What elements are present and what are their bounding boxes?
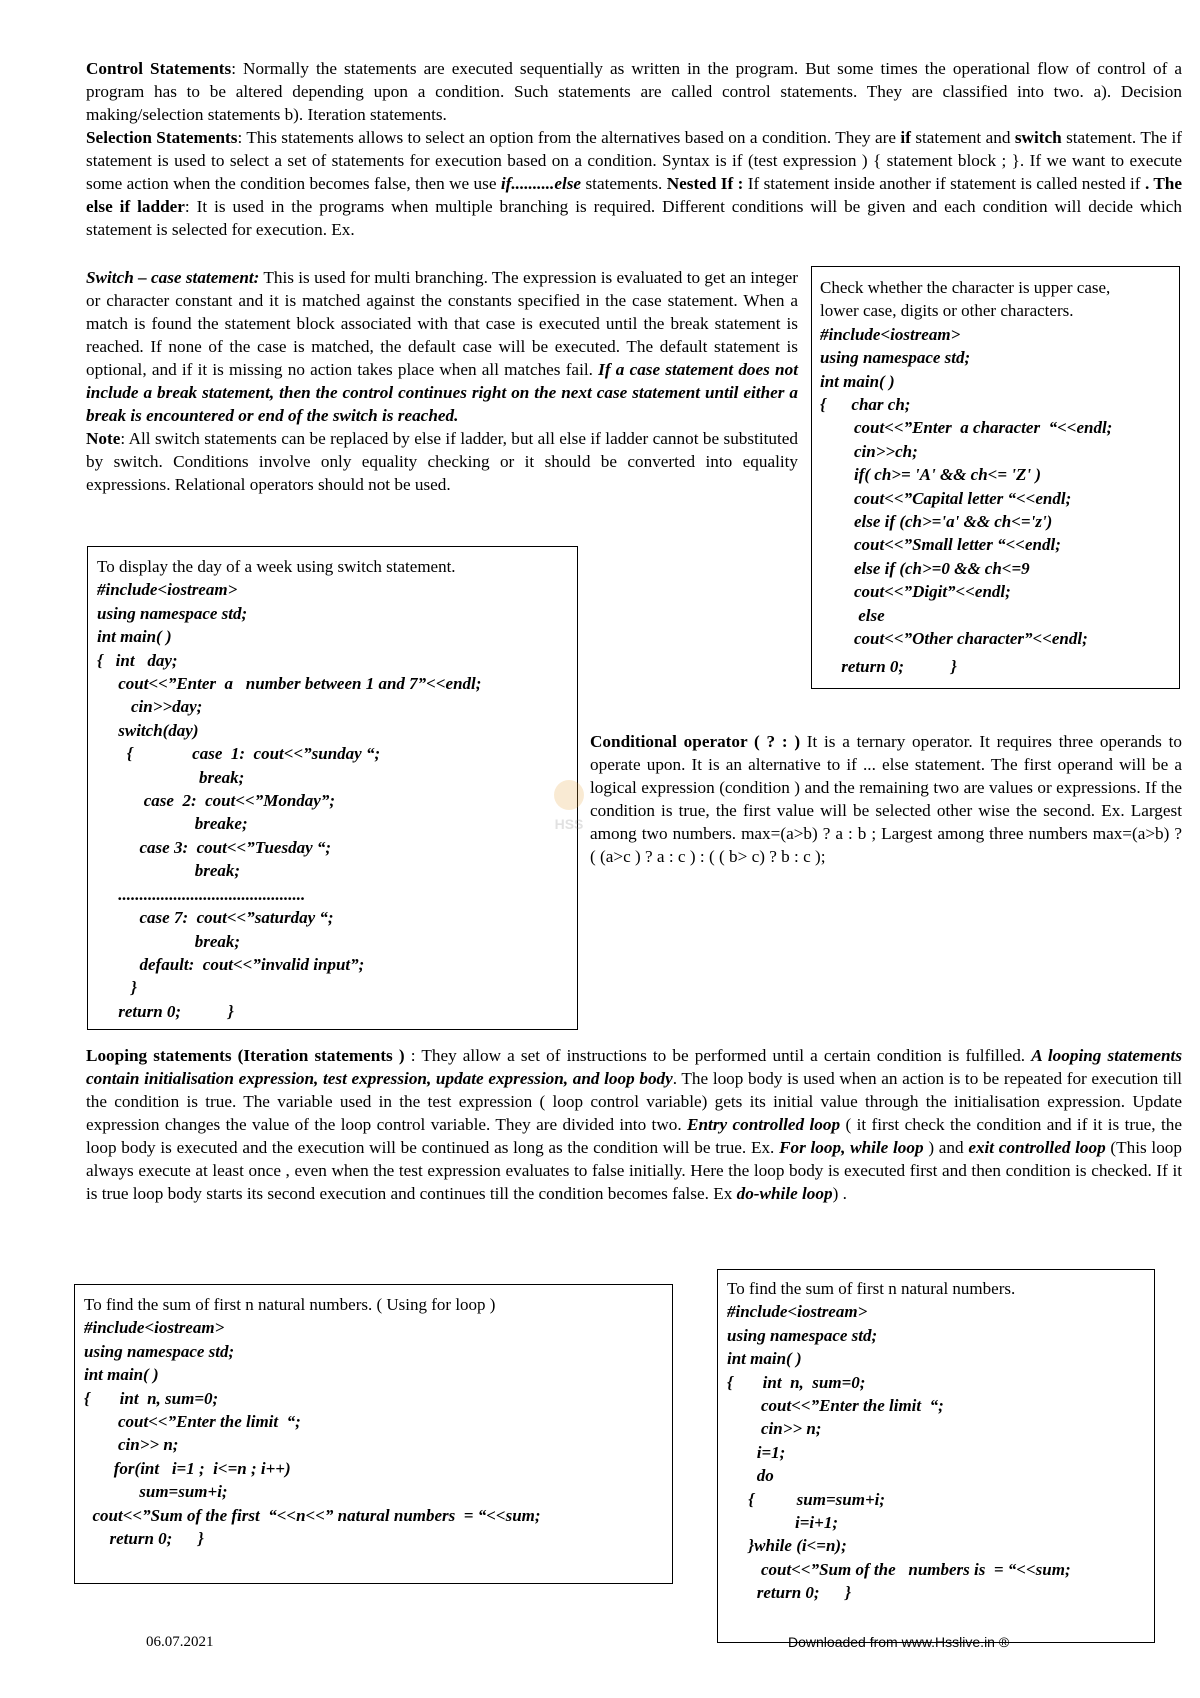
code-line: int main( ) [820,371,895,391]
code-line: return 0; } [84,1529,204,1549]
sum-for-loop-code-box [74,1284,673,1584]
code-line: break; [97,861,241,881]
nested-if-heading: Nested If [666,174,734,193]
sum-do-while-code-box [717,1269,1155,1643]
code-line: using namespace std; [727,1325,878,1345]
code-line: i=1; [727,1442,786,1462]
code-line: }while (i<=n); [727,1536,847,1556]
looping-heading: Looping statements (Iteration statements ) [86,1046,405,1065]
switch-heading: Switch – case statement: [86,268,260,287]
code-line: { case 1: cout<<”sunday “; [97,744,381,764]
check-box-title-1: Check whether the character is upper case, [820,278,1111,297]
code-line: switch(day) [97,720,199,740]
code-line: for(int i=1 ; i<=n ; i++) [84,1458,291,1478]
code-line: breake; [97,814,248,834]
code-line: cout<<”Enter the limit “; [84,1412,301,1432]
check-box-title-2: lower case, digits or other characters. [820,301,1074,321]
footer-source: Downloaded from www.Hsslive.in ® [788,1634,1010,1650]
code-line: if( ch>= 'A' && ch<= 'Z' ) [820,465,1042,485]
code-line: { char ch; [820,395,911,415]
code-line: cout<<”Sum of the first “<<n<<” natural numbers = “<<sum; [84,1505,541,1525]
code-line: } [97,978,137,998]
code-line: sum=sum+i; [84,1482,228,1502]
selection-heading: Selection Statements [86,128,238,147]
code-line: else [820,605,885,625]
code-line: cout<<”Enter a character “<<endl; [820,418,1113,438]
code-line: cout<<”Digit”<<endl; [820,582,1011,602]
conditional-operator-paragraph: Conditional operator ( ? : ) It is a ternary operator. It requires three operands to operate upon. It is an alternative to if ... else statement. The first operand will be a logical expression (condition ) and the remaining two are values or expressions. If the condition is true, the first value will be selected other wise the second. Ex. Largest among two numbers. max=(a>b) ? a : b ; Largest among three numbers max=(a>b) ? ( (a>c ) ? a : c ) : ( ( b> c) ? b : c ); [590,732,1182,866]
code-line: using namespace std; [97,603,248,623]
note-label: Note [86,429,121,448]
code-line: cout<<”Enter a number between 1 and 7”<<endl; [97,674,482,694]
else-if-ladder-heading: . The else if ladder [86,174,1182,216]
code-line: #include<iostream> [820,324,961,344]
code-line: break; [97,767,245,787]
code-line: case 3: cout<<”Tuesday “; [97,837,332,857]
code-line: cout<<”Capital letter “<<endl; [820,488,1072,508]
code-line: cout<<”Other character”<<endl; [820,629,1088,649]
control-text: : Normally the statements are executed sequentially as written in the program. But some times the operational flow of control of a program has to be altered depending upon a condition. Such statements are called control statements. They are classified into two. a). Decision making/selection statements b). Iteration statements. [86,59,1182,124]
hsslive-watermark-logo: HSS [547,780,591,870]
code-line: cin>> n; [84,1435,179,1455]
code-line: int main( ) [84,1365,159,1385]
sum-for-box-title: To find the sum of first n natural numbers. ( Using for loop ) [84,1295,496,1314]
code-line: return 0; } [97,1001,234,1021]
selection-statements-paragraph: Selection Statements: This statements allows to select an option from the alternatives based on a condition. They are if statement and switch statement. The if statement is used to select a set of statements for execution based on a condition. Syntax is if (test expression ) { statement block ; }. If we want to execute some action when the condition becomes false, then we use if..........else statements. Nested If : If statement inside another if statement is called nested if . The else if ladder: It is used in the programs when multiple branching is required. Different conditions will be given and each condition will decide which statement is selected for execution. Ex. [86,128,1182,239]
code-line: default: cout<<”invalid input”; [97,954,365,974]
looping-statements-paragraph: Looping statements (Iteration statements ) : They allow a set of instructions to be performed until a certain condition is fulfilled. A looping statements contain initialisation expression, test expression, update expression, and loop body. The loop body is used when an action is to be repeated for execution till the condition is true. The variable used in the test expression ( loop control variable) gets its initial value through the initialisation expression. Update expression changes the value of the loop control variable. They are divided into two. Entry controlled loop ( it first check the condition and if it is true, the loop body is executed and the execution will be continued as long as the condition will be true. Ex. For loop, while loop ) and exit controlled loop (This loop always execute at least once , even when the test expression evaluates to false initially. Here the loop body is executed first and then condition is checked. If it is true loop body starts its second execution and continues till the condition becomes false. Ex do-while loop) . [86,1046,1183,1203]
sum-do-box-title: To find the sum of first n natural numbers. [727,1279,1016,1298]
day-of-week-code-box [87,546,578,1030]
code-line: int main( ) [727,1349,802,1369]
code-line: #include<iostream> [84,1318,225,1338]
code-line: break; [97,931,241,951]
code-line: { sum=sum+i; [727,1489,886,1509]
conditional-heading: Conditional operator ( ? : ) [590,732,801,751]
code-line: case 2: cout<<”Monday”; [97,791,335,811]
code-line: cin>>ch; [820,441,918,461]
control-statements-paragraph [86,57,1182,126]
code-line: case 7: cout<<”saturday “; [97,908,334,928]
day-box-title: To display the day of a week using switch statement. [97,557,456,576]
code-line: int main( ) [97,627,172,647]
code-line: using namespace std; [84,1341,235,1361]
footer-date: 06.07.2021 [146,1634,214,1650]
switch-emphasis: If a case statement does not include a break statement, then the control continues right on the next case statement until either a break is encountered or end of the switch is reached. [86,360,798,425]
code-line: cout<<”Enter the limit “; [727,1396,944,1416]
check-character-code-box [811,266,1180,689]
code-line: #include<iostream> [97,580,238,600]
watermark-sun-icon [554,780,584,810]
code-line: return 0; } [727,1583,851,1603]
code-line: return 0; } [820,656,957,676]
code-line: i=i+1; [727,1513,838,1533]
code-line: ............................................ [97,884,306,904]
code-line: { int day; [97,650,178,670]
control-heading: Control Statements [86,59,232,78]
code-line: cout<<”Small letter “<<endl; [820,535,1061,555]
code-line: else if (ch>=0 && ch<=9 [820,558,1030,578]
code-line: { int n, sum=0; [84,1388,219,1408]
code-line: cin>> n; [727,1419,822,1439]
code-line: else if (ch>='a' && ch<='z') [820,512,1053,532]
code-line: { int n, sum=0; [727,1372,866,1392]
switch-case-paragraph: Switch – case statement: This is used for multi branching. The expression is evaluated to get an integer or character constant and it is matched against the constants specified in the case statement. When a match is found the statement block associated with that case is executed until the break statement is reached. If none of the case is matched, the default case will be executed. The default statement is optional, and if it is missing no action takes place when all matches fail. If a case statement does not include a break statement, then the control continues right on the next case statement until either a break is encountered or end of the switch is reached. Note: All switch statements can be replaced by else if ladder, but all else if ladder cannot be substituted by switch. Conditions involve only equality checking or it should be converted into equality expressions. Relational operators should not be used. [86,268,798,494]
code-line: #include<iostream> [727,1302,868,1322]
code-line: cin>>day; [97,697,203,717]
code-line: do [727,1466,774,1486]
code-line: using namespace std; [820,348,971,368]
code-line: cout<<”Sum of the numbers is = “<<sum; [727,1559,1071,1579]
